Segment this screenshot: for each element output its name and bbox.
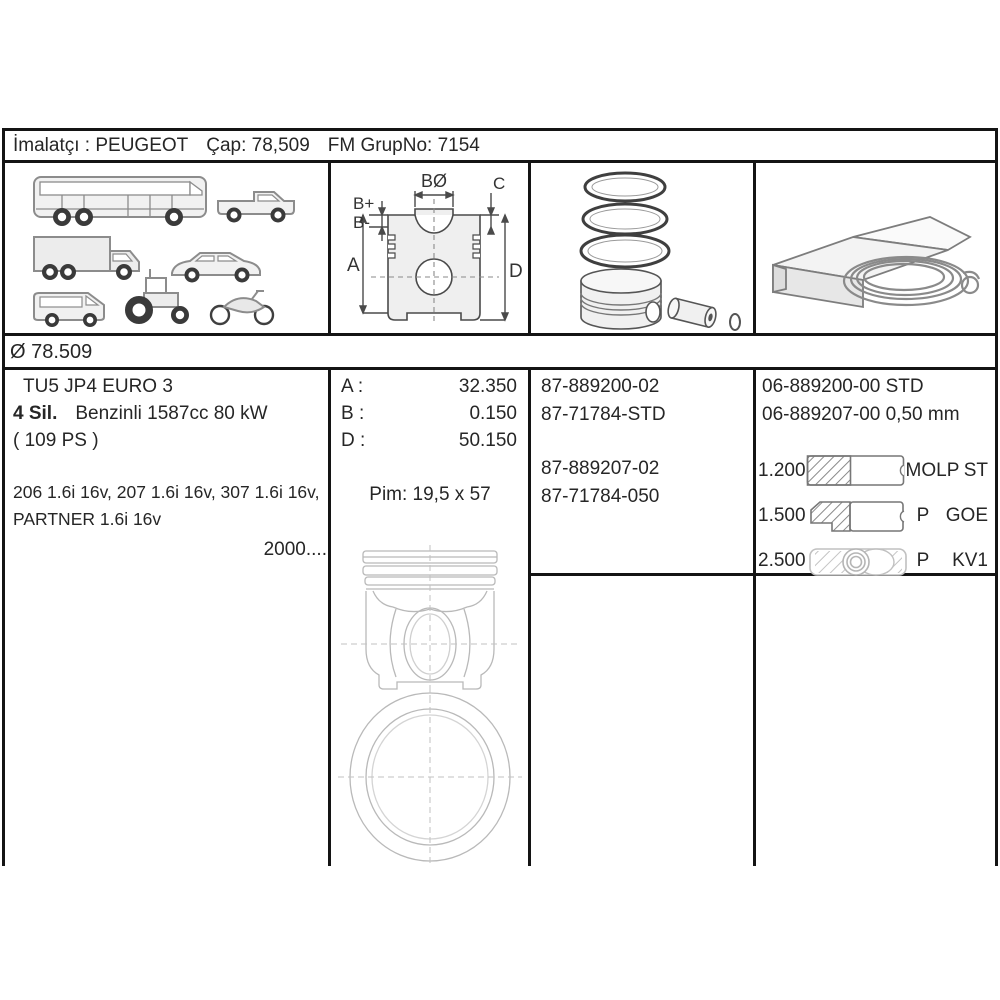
fm-group-label: FM GrupNo: 7154 [327, 134, 480, 156]
diameter-value: Ø 78.509 [10, 340, 93, 363]
dim-d-label: D : [341, 430, 366, 451]
ring-detail-rows [758, 448, 996, 583]
divider [528, 370, 531, 866]
bus-icon [34, 177, 206, 225]
ring-type: P [916, 504, 930, 526]
engine-spec-line [13, 400, 333, 427]
ring-coil-icon [844, 257, 979, 305]
dim-label-a: A [347, 255, 360, 276]
ring-maker: KV1 [952, 549, 988, 571]
dimension-row [333, 373, 527, 400]
dim-label-d: D [509, 261, 523, 282]
vehicles-illustration [6, 165, 326, 331]
ring-height: 1.500 [758, 504, 806, 526]
ring-row [758, 448, 996, 493]
ring-set-ref: 06-889200-00 STD [762, 376, 924, 397]
compression-ring-rect-icon [806, 454, 906, 488]
ring-maker: ST [963, 459, 988, 481]
ring-set-ref: 06-889207-00 0,50 mm [762, 403, 960, 425]
motorcycle-icon [211, 291, 273, 324]
dim-d-value: 50.150 [458, 430, 517, 451]
cylinder-count: 4 Sil. [13, 403, 58, 424]
piston-part-numbers-column [535, 373, 757, 510]
compression-ring-taper-icon [806, 498, 910, 534]
dim-a-value: 32.350 [458, 376, 517, 397]
piston-icon [581, 269, 661, 329]
ring-row [758, 538, 996, 583]
dimension-row [333, 427, 527, 454]
dim-b-label: B : [341, 403, 365, 424]
engine-spec: Benzinli 1587cc 80 kW [75, 403, 268, 424]
ring-box-illustration [758, 165, 994, 331]
rings-piston-pin-illustration [533, 165, 751, 331]
ring-type: MOLP [905, 459, 960, 481]
manufacturer-label: İmalatçı : PEUGEOT [13, 134, 189, 156]
piston-pin-icon [666, 297, 717, 328]
ring-height: 2.500 [758, 549, 806, 571]
pin-size: Pim: 19,5 x 57 [369, 484, 491, 505]
ring-set-column [758, 373, 996, 583]
dim-label-b-minus: B- [353, 213, 370, 232]
ring-set-illustration-cell [533, 165, 751, 331]
dimension-row [333, 400, 527, 427]
engine-application-column [5, 373, 333, 563]
piston-ref: 87-71784-050 [541, 485, 660, 507]
pickup-icon [218, 192, 294, 222]
packaging-illustration-cell [758, 165, 994, 331]
piston-dimension-diagram [333, 165, 527, 331]
dim-label-b-plus: B+ [353, 194, 375, 213]
vehicle-applications-cell [6, 165, 326, 331]
oil-ring-icon [806, 540, 910, 582]
piston-technical-drawing [333, 545, 527, 865]
tractor-icon [126, 269, 188, 323]
divider [328, 163, 331, 333]
dim-label-bore: BØ [421, 171, 448, 191]
divider [753, 163, 756, 333]
ring-icon [581, 173, 669, 267]
truck-icon [34, 237, 139, 279]
piston-ref: 87-889207-02 [541, 458, 660, 479]
piston-ref: 87-71784-STD [541, 403, 666, 425]
van-icon [34, 293, 104, 326]
bore-label: Çap: 78,509 [206, 134, 310, 156]
diameter-row [10, 337, 92, 367]
model-years: 2000.... [263, 539, 327, 560]
circlip-icon [730, 314, 740, 330]
piston-dimension-diagram-cell [333, 165, 527, 331]
ring-height: 1.200 [758, 459, 806, 481]
dim-label-c: C [493, 174, 506, 193]
divider [528, 163, 531, 333]
divider [2, 333, 998, 336]
piston-ref: 87-889200-02 [541, 376, 660, 397]
engine-code: TU5 JP4 EURO 3 [23, 376, 173, 397]
engine-power: ( 109 PS ) [13, 430, 99, 451]
ring-type: P [916, 549, 930, 571]
divider [2, 367, 998, 370]
ring-maker: GOE [945, 504, 988, 526]
car-icon [172, 253, 260, 282]
dim-a-label: A : [341, 376, 364, 397]
dimensions-column [333, 373, 527, 865]
header-row [5, 130, 995, 161]
vehicle-models: 206 1.6i 16v, 207 1.6i 16v, 307 1.6i 16v, PARTNER 1.6i 16v [13, 482, 320, 529]
ring-row [758, 493, 996, 538]
dim-b-value: 0.150 [469, 403, 517, 424]
